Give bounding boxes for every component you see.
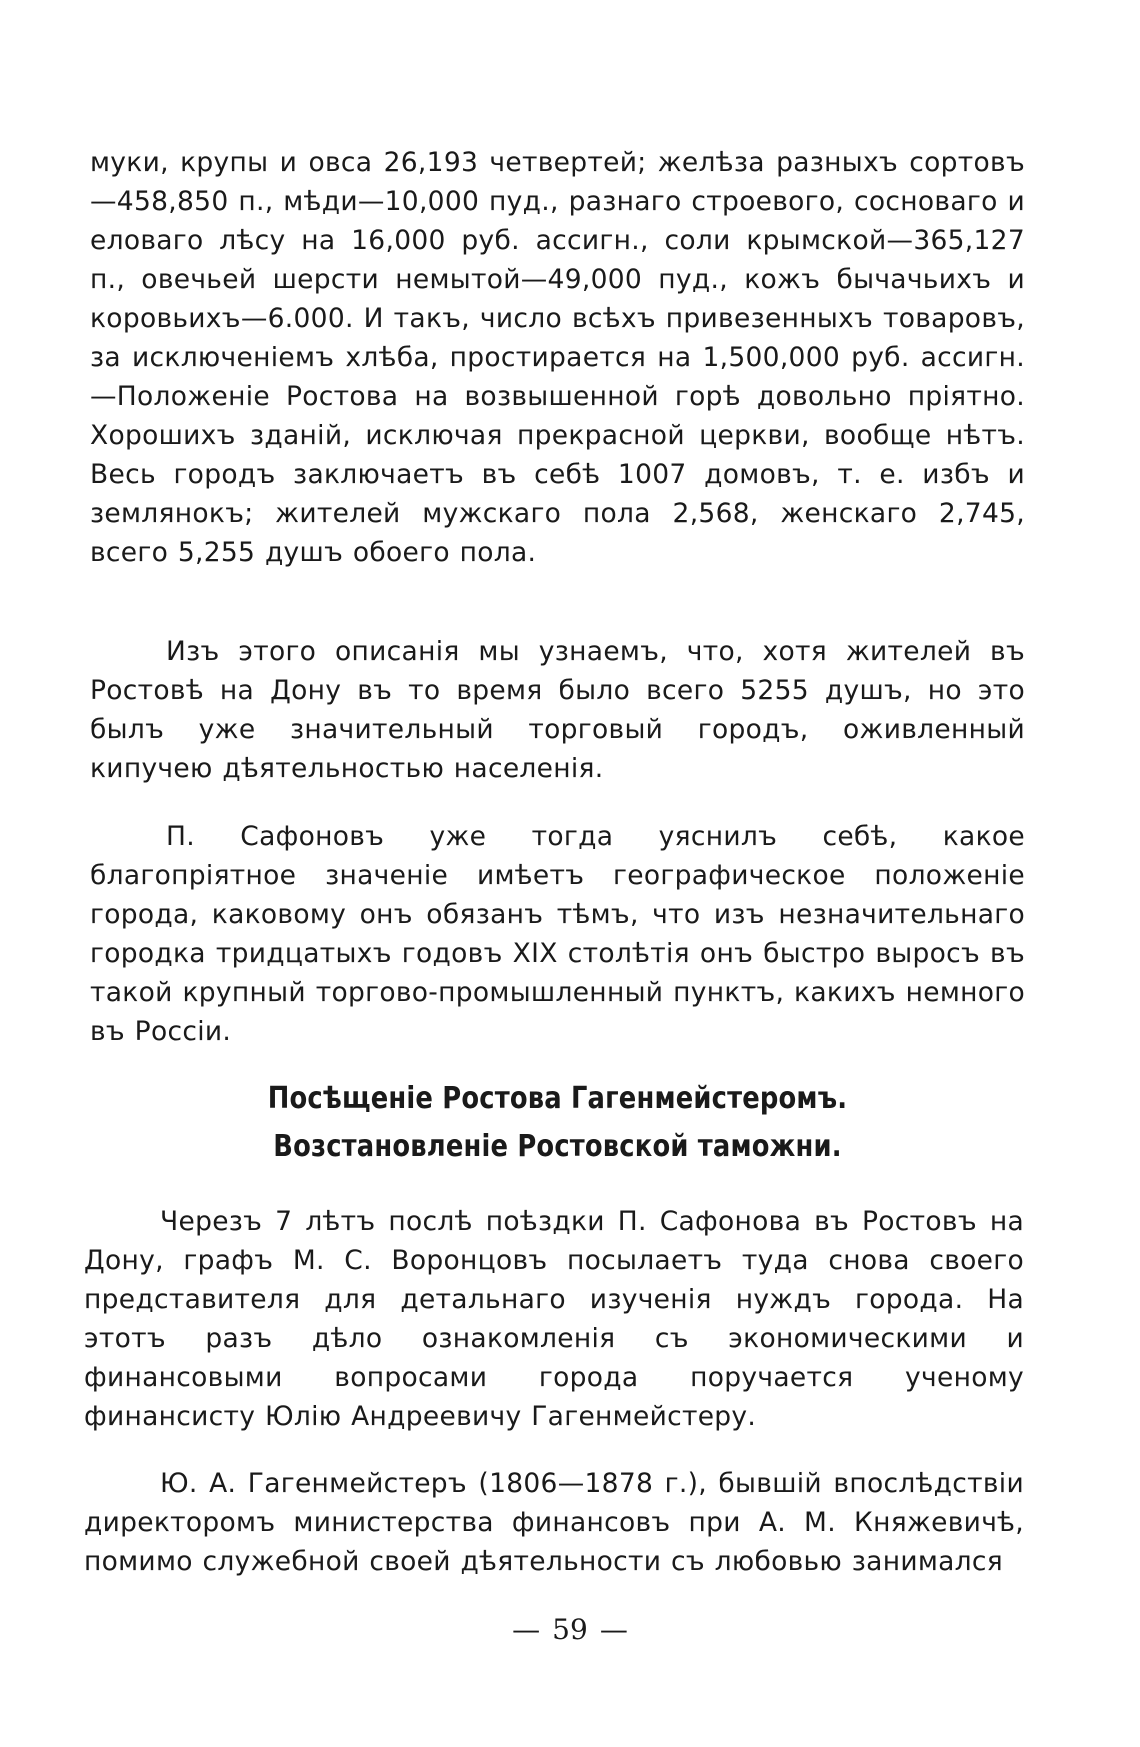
page-number-dash-right: —: [599, 1613, 628, 1646]
paragraph-population-summary: Изъ этого описанія мы узнаемъ, что, хотя жителей въ Ростовѣ на Дону въ то время было всего 5255 душъ, но это былъ уже значительный торговый городъ, оживленный кипучею дѣятельностью населенія.: [90, 636, 1025, 784]
section-heading-line-2: Возстановленіе Ростовской таможни.: [273, 1129, 842, 1164]
page-number-value: 59: [552, 1613, 588, 1646]
paragraph-continued-text: муки, крупы и овса 26,193 четвертей; желѣза разныхъ сортовъ—458,850 п., мѣди—10,000 пуд., разнаго строевого, сосноваго и еловаго лѣсу на 16,000 руб. ассигн., соли крымской—365,127 п., овечьей шерсти немытой—49,000 пуд., кожъ бычачьихъ и коровьихъ—6.000. И такъ, число всѣхъ привезенныхъ товаровъ, за исключеніемъ хлѣба, простирается на 1,500,000 руб. ассигн.—Положеніе Ростова на возвышенной горѣ довольно пріятно. Хорошихъ зданій, исключая прекрасной церкви, вообще нѣтъ. Весь городъ заключаетъ въ себѣ 1007 домовъ, т. е. избъ и землянокъ; жителей мужскаго пола 2,568, женскаго 2,745, всего 5,255 душъ обоего пола.: [90, 147, 1025, 568]
paragraph-vorontsov: Черезъ 7 лѣтъ послѣ поѣздки П. Сафонова въ Ростовъ на Дону, графъ М. С. Воронцовъ посылаетъ туда снова своего представителя для детальнаго изученія нуждъ города. На этотъ разъ дѣло ознакомленія съ экономическими и финансовыми вопросами города поручается ученому финансисту Юлію Андреевичу Гагенмейстеру.: [84, 1206, 1024, 1432]
paragraph-hagemeister: Ю. А. Гагенмейстеръ (1806—1878 г.), бывшій впослѣдствіи директоромъ министерства финансовъ при А. М. Княжевичѣ, помимо служебной своей дѣятельности съ любовью занимался: [84, 1468, 1024, 1577]
page-number: [0, 1610, 1140, 1650]
section-heading-line-1: Посѣщеніе Ростова Гагенмейстеромъ.: [267, 1081, 848, 1116]
page-number-dash-left: —: [512, 1613, 541, 1646]
paragraph-safonov: П. Сафоновъ уже тогда уяснилъ себѣ, какое благопріятное значеніе имѣетъ географическое положеніе города, каковому онъ обязанъ тѣмъ, что изъ незначительнаго городка тридцатыхъ годовъ XIX столѣтія онъ быстро выросъ въ такой крупный торгово-промышленный пунктъ, какихъ немного въ Россіи.: [90, 821, 1025, 1047]
